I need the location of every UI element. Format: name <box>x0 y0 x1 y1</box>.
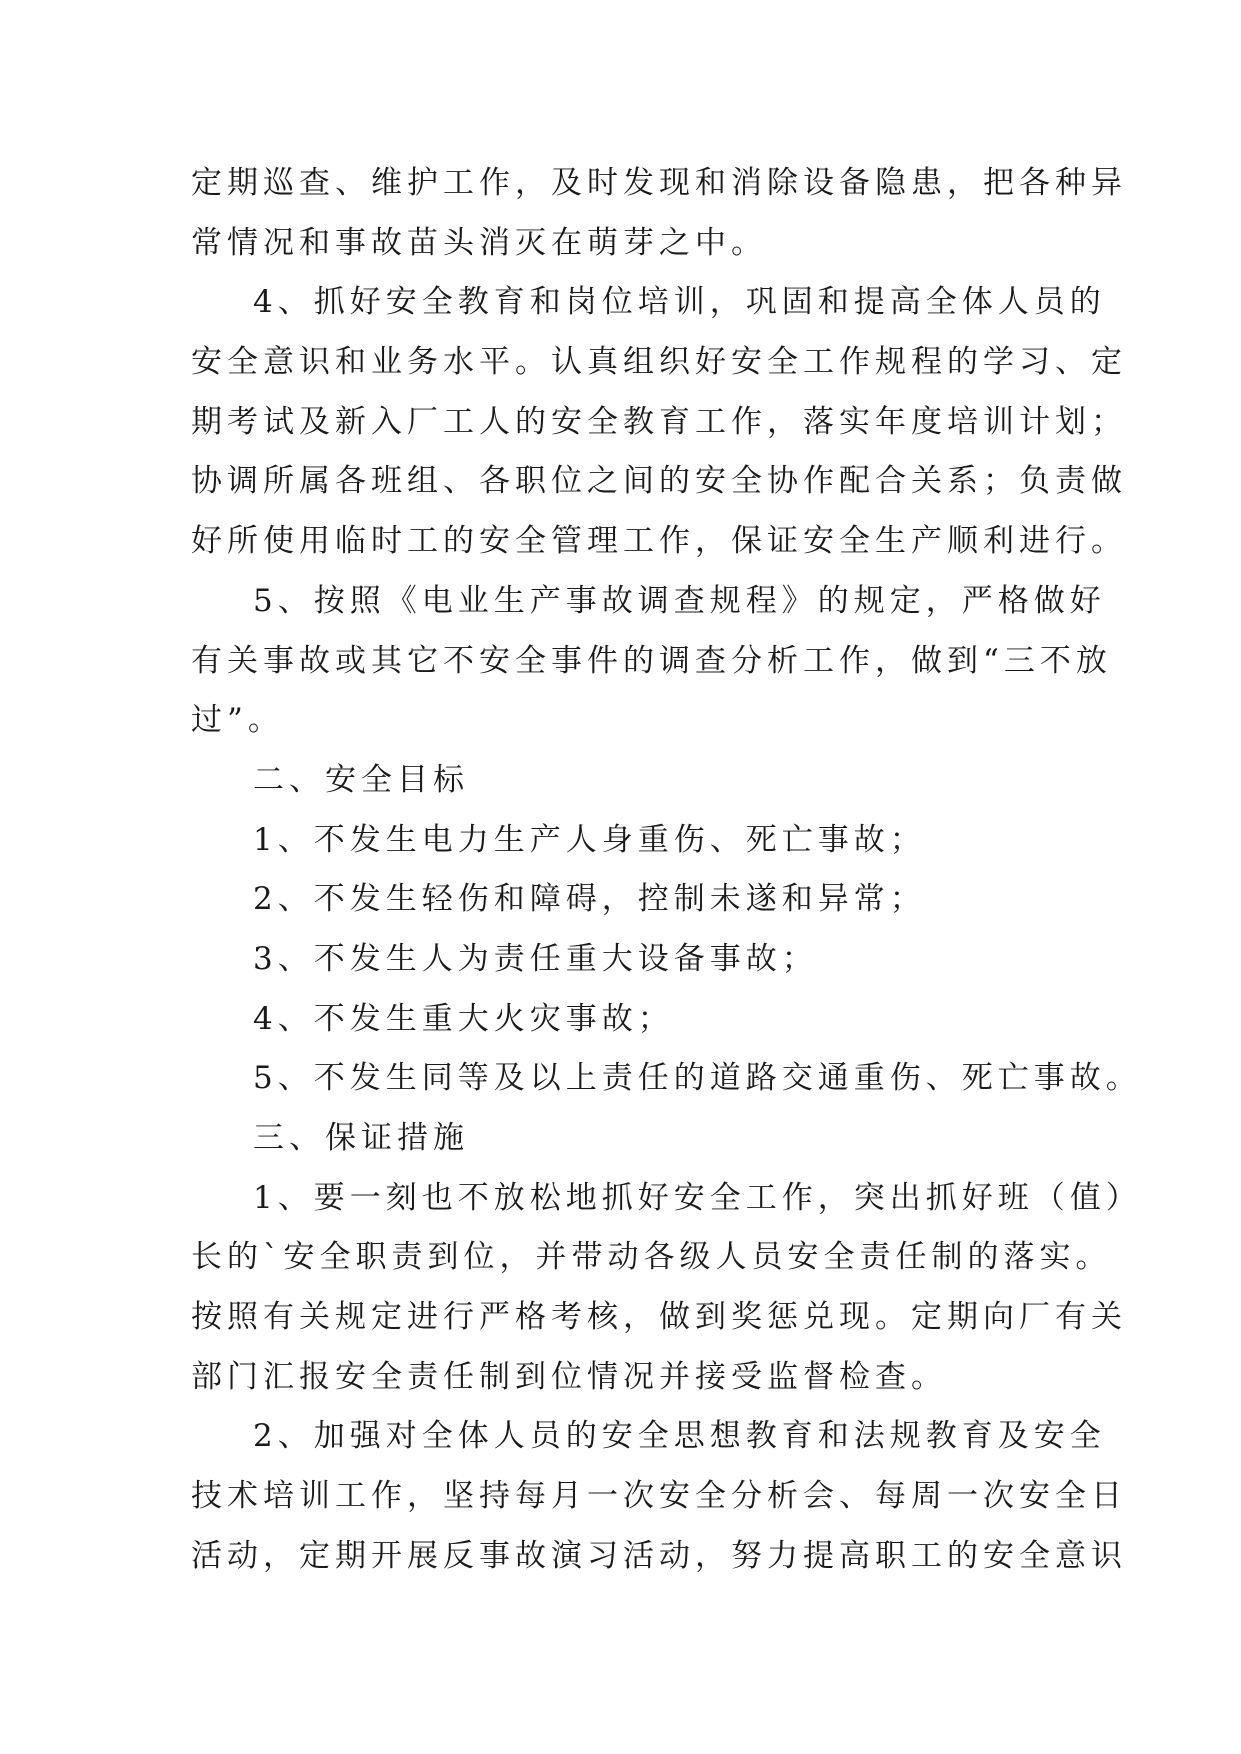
text-line: 好所使用临时工的安全管理工作，保证安全生产顺利进行。 <box>191 523 1127 560</box>
text-line: 4、抓好安全教育和岗位培训，巩固和提高全体人员的 <box>253 284 1106 321</box>
text-line: 2、加强对全体人员的安全思想教育和法规教育及安全 <box>253 1418 1106 1455</box>
list-item: 5、不发生同等及以上责任的道路交通重伤、死亡事故。 <box>253 1060 1142 1097</box>
text-line: 按照有关规定进行严格考核，做到奖惩兑现。定期向厂有关 <box>191 1299 1127 1336</box>
list-item: 2、不发生轻伤和障碍，控制未遂和异常； <box>253 881 926 918</box>
text-line: 技术培训工作，坚持每月一次安全分析会、每周一次安全日 <box>191 1478 1127 1515</box>
text-line: 部门汇报安全责任制到位情况并接受监督检查。 <box>191 1358 947 1395</box>
text-line: 定期巡查、维护工作，及时发现和消除设备隐患，把各种异 <box>191 165 1127 201</box>
document-body <box>191 154 1142 1587</box>
text-line: 长的`安全职责到位，并带动各级人员安全责任制的落实。 <box>191 1239 1112 1276</box>
list-item: 3、不发生人为责任重大设备事故； <box>253 940 818 977</box>
list-item: 1、不发生电力生产人身重伤、死亡事故； <box>253 821 926 858</box>
text-line: 安全意识和业务水平。认真组织好安全工作规程的学习、定 <box>191 344 1127 381</box>
section-heading: 二、安全目标 <box>253 761 469 798</box>
section-heading: 三、保证措施 <box>253 1120 469 1156</box>
text-line: 协调所属各班组、各职位之间的安全协作配合关系；负责做 <box>191 463 1127 500</box>
text-line: 5、按照《电业生产事故调查规程》的规定，严格做好 <box>253 582 1106 619</box>
text-line: 1、要一刻也不放松地抓好安全工作，突出抓好班（值） <box>253 1179 1142 1216</box>
text-line: 常情况和事故苗头消灭在萌芽之中。 <box>191 224 767 261</box>
list-item: 4、不发生重大火灾事故； <box>253 1000 674 1037</box>
text-line: 活动，定期开展反事故演习活动，努力提高职工的安全意识 <box>191 1537 1127 1574</box>
text-line: 过”。 <box>191 702 284 739</box>
text-line: 期考试及新入厂工人的安全教育工作，落实年度培训计划； <box>191 403 1127 440</box>
text-line: 有关事故或其它不安全事件的调查分析工作，做到“三不放 <box>191 642 1112 679</box>
